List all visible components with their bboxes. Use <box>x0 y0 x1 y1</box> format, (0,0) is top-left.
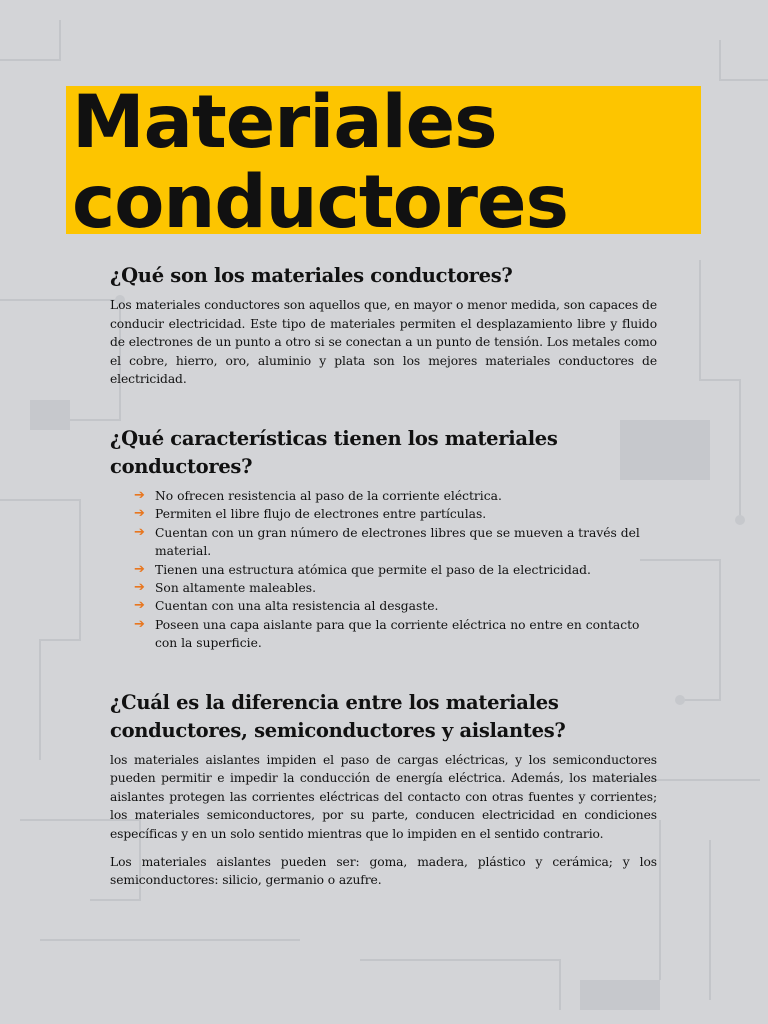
arrow-right-icon: ➔ <box>134 580 145 595</box>
list-item <box>110 579 657 597</box>
list-item <box>110 561 657 579</box>
list-item <box>110 487 657 505</box>
section-paragraph: Los materiales aislantes pueden ser: goma, madera, plástico y cerámica; y los semiconductores: silicio, germanio o azufre. <box>110 854 657 888</box>
characteristics-list <box>110 487 657 653</box>
list-item <box>110 597 657 615</box>
section-heading: ¿Qué características tienen los materiales conductores? <box>110 426 558 478</box>
section-what-are <box>110 262 657 389</box>
list-item <box>110 524 657 561</box>
title-line-2: conductores <box>72 160 568 245</box>
section-differences <box>110 689 657 890</box>
list-item <box>110 616 657 653</box>
title-line-1: Materiales <box>72 80 497 165</box>
arrow-right-icon: ➔ <box>134 506 145 522</box>
section-paragraph: los materiales aislantes impiden el paso de cargas eléctricas, y los semiconductores pueden permitir e impedir la conducción de energía eléctrica. Además, los materiales aislantes protegen las corrientes eléctricas del contacto con otras fuentes y corrientes; los materiales semiconductores, por su parte, conducen electricidad en condiciones específicas y en un solo sentido mientras que lo impiden en el sentido contrario. <box>110 752 657 841</box>
document-content <box>110 262 657 890</box>
section-heading: ¿Qué son los materiales conductores? <box>110 264 513 287</box>
list-item-text: Poseen una capa aislante para que la corriente eléctrica no entre en contacto con la superficie. <box>155 617 640 651</box>
arrow-right-icon: ➔ <box>134 616 145 632</box>
arrow-right-icon: ➔ <box>134 598 145 614</box>
list-item-text: Permiten el libre flujo de electrones entre partículas. <box>155 507 487 522</box>
list-item-text: Cuentan con un gran número de electrones libres que se mueven a través del material. <box>155 525 640 559</box>
arrow-right-icon: ➔ <box>134 524 145 540</box>
list-item-text: Son altamente maleables. <box>155 581 317 595</box>
arrow-right-icon: ➔ <box>134 487 145 503</box>
section-paragraph: Los materiales conductores son aquellos que, en mayor o menor medida, son capaces de conducir electricidad. Este tipo de materiales permiten el desplazamiento libre y fluido de electrones de un punto a otro si se conectan a un punto de tensión. Los metales como el cobre, hierro, oro, aluminio y plata son los mejores materiales conductores de electricidad. <box>110 298 657 387</box>
list-item-text: No ofrecen resistencia al paso de la corriente eléctrica. <box>155 488 502 503</box>
section-heading: ¿Cuál es la diferencia entre los materiales conductores, semiconductores y aislantes? <box>110 690 566 742</box>
section-characteristics <box>110 425 657 653</box>
list-item <box>110 505 657 523</box>
list-item-text: Cuentan con una alta resistencia al desgaste. <box>155 599 439 614</box>
title-banner <box>66 80 701 245</box>
arrow-right-icon: ➔ <box>134 561 145 577</box>
list-item-text: Tienen una estructura atómica que permite el paso de la electricidad. <box>155 562 591 577</box>
